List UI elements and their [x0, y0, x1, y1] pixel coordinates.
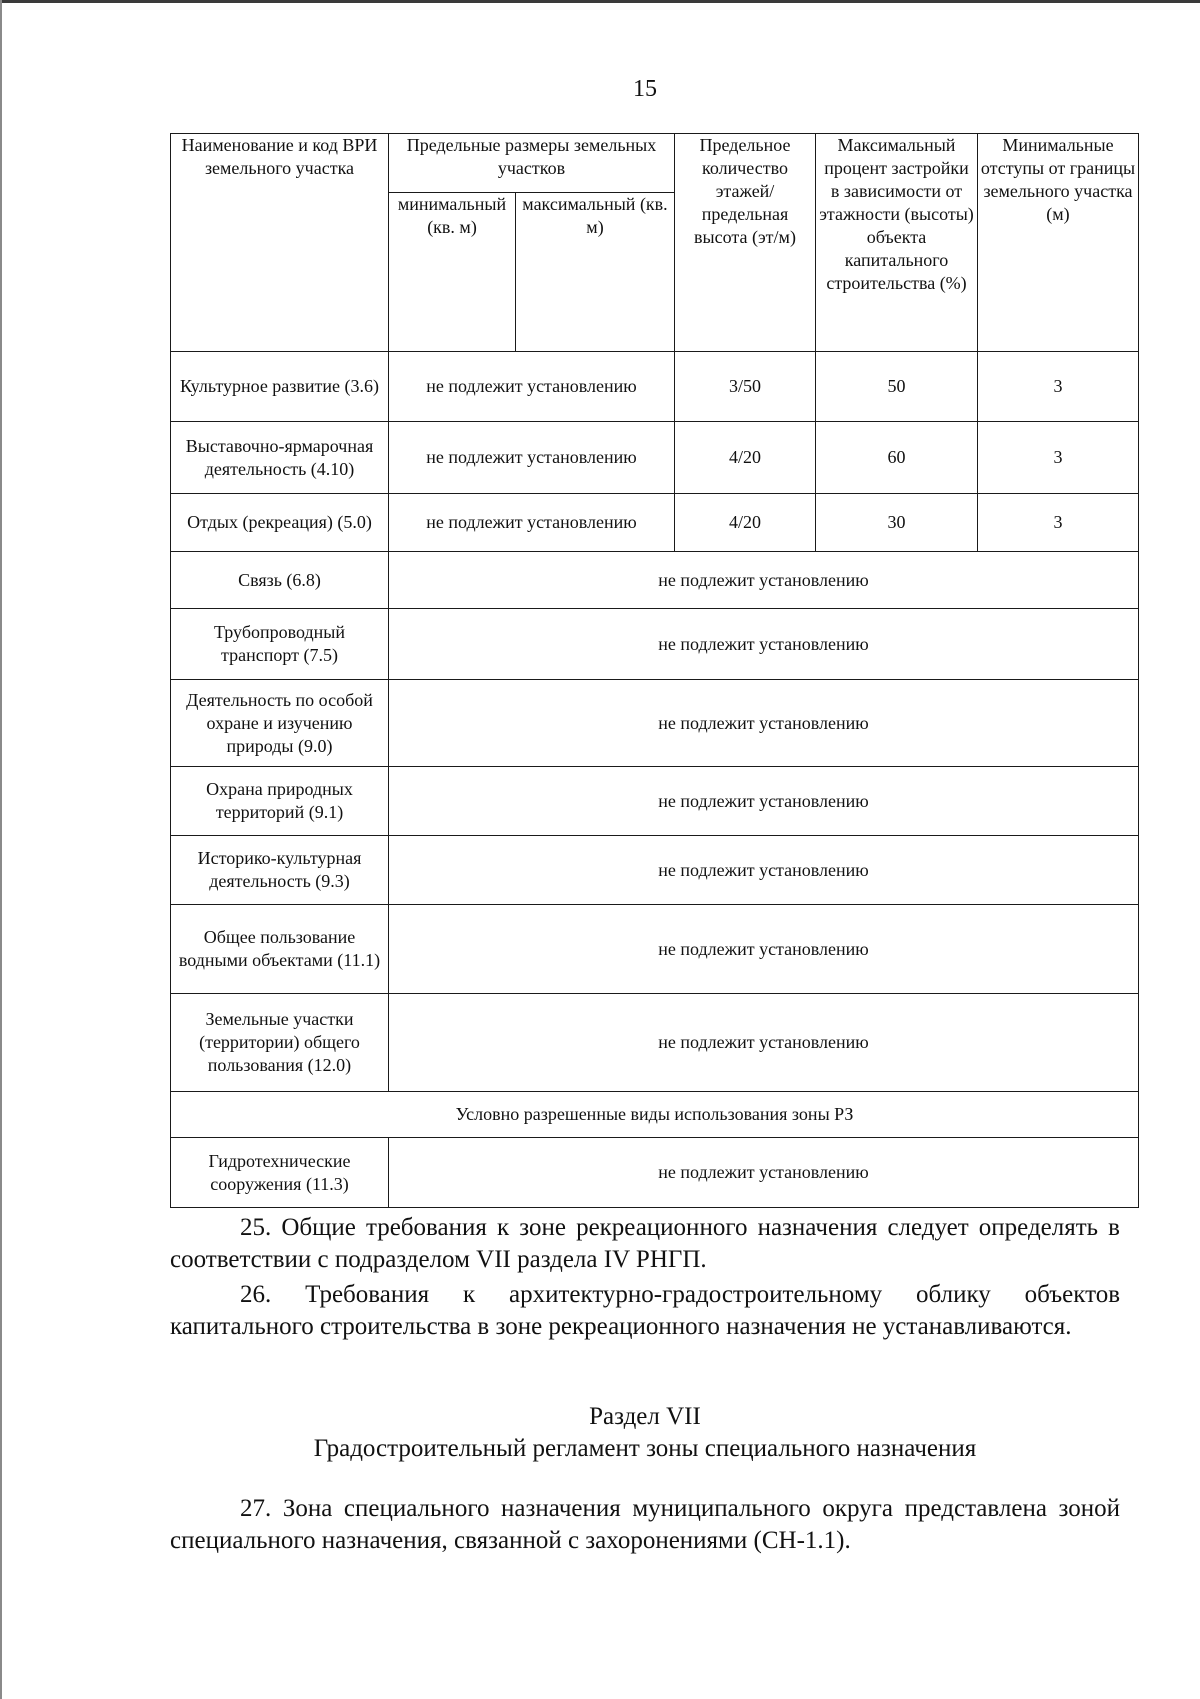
- row-setback: 3: [978, 422, 1139, 494]
- row-name: Деятельность по особой охране и изучению природы (9.0): [171, 680, 389, 767]
- row-name: Гидротехнические сооружения (11.3): [171, 1138, 389, 1208]
- conditional-heading: Условно разрешенные виды использования зоны РЗ: [171, 1092, 1139, 1138]
- header-percent: Максимальный процент застройки в зависимости от этажности (высоты) объекта капитального строительства (%): [816, 134, 978, 352]
- header-name: Наименование и код ВРИ земельного участка: [171, 134, 389, 352]
- paragraph-27: 27. Зона специального назначения муниципального округа представлена зоной специального назначения, связанной с захоронениями (СН-1.1).: [170, 1495, 1120, 1554]
- row-floors: 4/20: [675, 422, 816, 494]
- row-sizes: не подлежит установлению: [389, 352, 675, 422]
- section-number: Раздел VII: [589, 1403, 701, 1430]
- row-name: Историко-культурная деятельность (9.3): [171, 836, 389, 905]
- row-sizes: не подлежит установлению: [389, 494, 675, 552]
- page-number: 15: [633, 76, 657, 102]
- row-setback: 3: [978, 352, 1139, 422]
- table-row: [171, 905, 1139, 994]
- table-row: [171, 609, 1139, 680]
- table-row: [171, 836, 1139, 905]
- row-value: не подлежит установлению: [389, 836, 1139, 905]
- row-value: не подлежит установлению: [389, 1138, 1139, 1208]
- header-min: минимальный (кв. м): [389, 193, 516, 352]
- table-row: [171, 552, 1139, 609]
- scan-edge-top: [0, 0, 1200, 3]
- row-sizes: не подлежит установлению: [389, 422, 675, 494]
- scan-edge-left: [0, 0, 2, 1699]
- row-value: не подлежит установлению: [389, 680, 1139, 767]
- section-title: Градостроительный регламент зоны специального назначения: [313, 1435, 977, 1462]
- row-name: Общее пользование водными объектами (11.1): [171, 905, 389, 994]
- row-name: Выставочно-ярмарочная деятельность (4.10): [171, 422, 389, 494]
- header-max: максимальный (кв. м): [516, 193, 675, 352]
- regulation-table: [170, 133, 1139, 1208]
- table-row: [171, 767, 1139, 836]
- row-value: не подлежит установлению: [389, 994, 1139, 1092]
- row-name: Охрана природных территорий (9.1): [171, 767, 389, 836]
- paragraph-26: 26. Требования к архитектурно-градостроительному облику объектов капитального строительства в зоне рекреационного назначения не устанавливаются.: [170, 1281, 1120, 1340]
- table-row: [171, 352, 1139, 422]
- row-percent: 50: [816, 352, 978, 422]
- paragraph-25: 25. Общие требования к зоне рекреационного назначения следует определять в соответствии с подразделом VII раздела IV РНГП.: [170, 1214, 1120, 1273]
- row-floors: 3/50: [675, 352, 816, 422]
- table-row: [171, 494, 1139, 552]
- conditional-heading-row: [171, 1092, 1139, 1138]
- row-floors: 4/20: [675, 494, 816, 552]
- table-row: [171, 994, 1139, 1092]
- row-name: Культурное развитие (3.6): [171, 352, 389, 422]
- table-row: [171, 422, 1139, 494]
- table-row: [171, 1138, 1139, 1208]
- row-percent: 30: [816, 494, 978, 552]
- table-row: [171, 680, 1139, 767]
- row-percent: 60: [816, 422, 978, 494]
- row-name: Земельные участки (территории) общего пользования (12.0): [171, 994, 389, 1092]
- row-value: не подлежит установлению: [389, 609, 1139, 680]
- header-setback: Минимальные отступы от границы земельного участка (м): [978, 134, 1139, 352]
- row-setback: 3: [978, 494, 1139, 552]
- header-floors: Предельное количество этажей/ предельная высота (эт/м): [675, 134, 816, 352]
- table-header-row: [171, 134, 1139, 193]
- row-value: не подлежит установлению: [389, 767, 1139, 836]
- row-name: Отдых (рекреация) (5.0): [171, 494, 389, 552]
- header-sizes: Предельные размеры земельных участков: [389, 134, 675, 193]
- row-name: Связь (6.8): [171, 552, 389, 609]
- row-value: не подлежит установлению: [389, 905, 1139, 994]
- row-value: не подлежит установлению: [389, 552, 1139, 609]
- row-name: Трубопроводный транспорт (7.5): [171, 609, 389, 680]
